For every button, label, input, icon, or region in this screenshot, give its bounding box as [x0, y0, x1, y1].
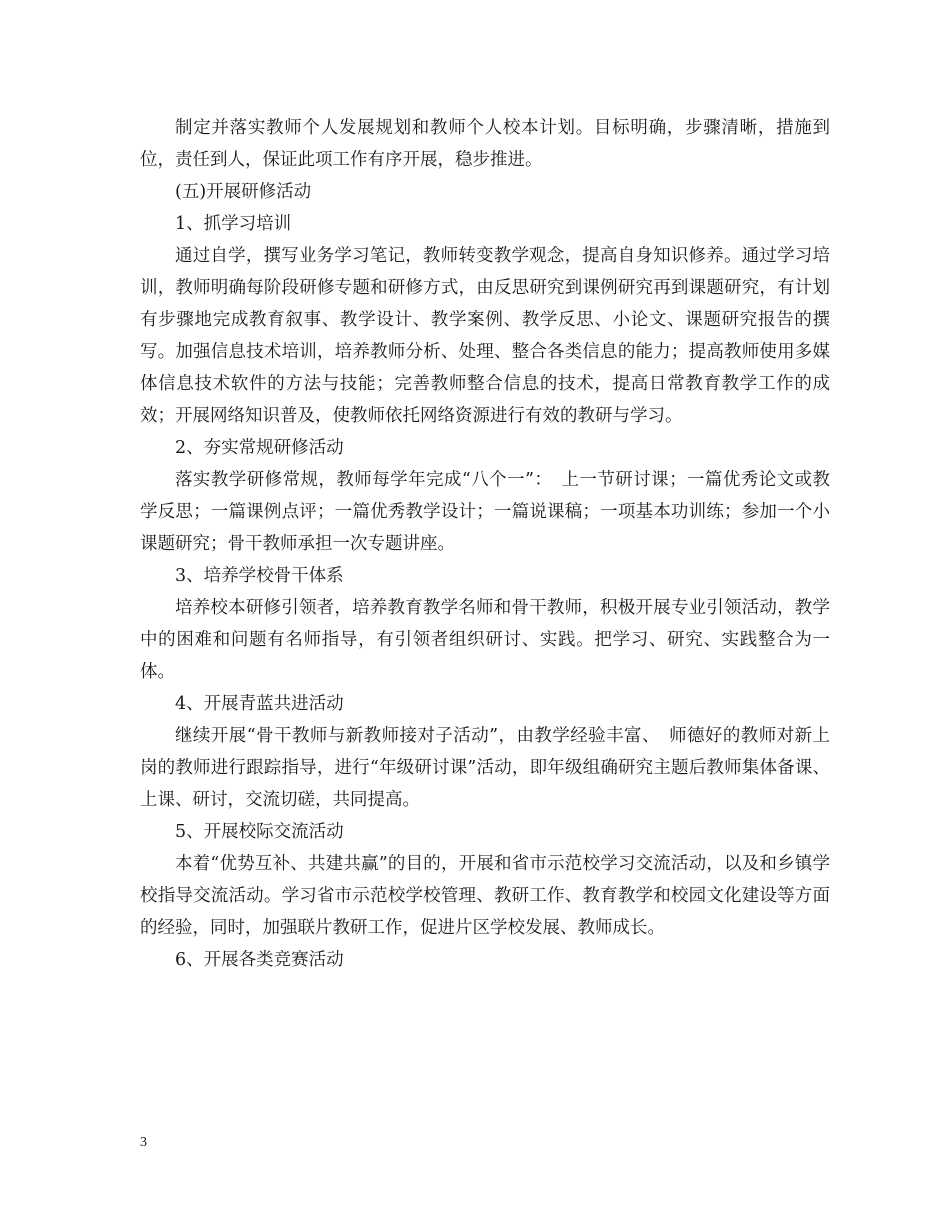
- subheading-competitions: 6、开展各类竞赛活动: [175, 950, 344, 970]
- subheading-mentoring: 4、开展青蓝共进活动: [175, 694, 344, 714]
- subheading-inter-school-exchange: 5、开展校际交流活动: [175, 822, 344, 842]
- paragraph-routine-research: 落实教学研修常规，教师每学年完成“八个一”： 上一节研讨课；一篇优秀论文或教学反思；一篇课例点评；一篇优秀教学设计；一篇说课稿；一项基本功训练；参加一个小课题研究；骨干教师承担一次专题讲座。: [140, 470, 830, 554]
- subheading-routine-research: 2、夯实常规研修活动: [175, 438, 344, 458]
- paragraph-study-training: 通过自学，撰写业务学习笔记，教师转变教学观念，提高自身知识修养。通过学习培训，教师明确每阶段研修专题和研修方式，由反思研究到课例研究再到课题研究，有计划有步骤地完成教育叙事、教学设计、教学案例、教学反思、小论文、课题研究报告的撰写。加强信息技术培训，培养教师分析、处理、整合各类信息的能力；提高教师使用多媒体信息技术软件的方法与技能；完善教师整合信息的技术，提高日常教育教学工作的成效；开展网络知识普及，使教师依托网络资源进行有效的教研与学习。: [140, 246, 830, 426]
- subheading-backbone-system: 3、培养学校骨干体系: [175, 566, 344, 586]
- paragraph-mentoring: 继续开展“骨干教师与新教师接对子活动”，由教学经验丰富、 师德好的教师对新上岗的教师进行跟踪指导，进行“年级研讨课”活动，即年级组确研究主题后教师集体备课、上课、研讨，交流切磋，共同提高。: [140, 726, 830, 810]
- subheading-study-training: 1、抓学习培训: [175, 214, 292, 234]
- paragraph-backbone-system: 培养校本研修引领者，培养教育教学名师和骨干教师，积极开展专业引领活动，教学中的困难和问题有名师指导，有引领者组织研讨、实践。把学习、研究、实践整合为一体。: [140, 598, 830, 682]
- paragraph-inter-school-exchange: 本着“优势互补、共建共赢”的目的，开展和省市示范校学习交流活动，以及和乡镇学校指导交流活动。学习省市示范校学校管理、教研工作、教育教学和校园文化建设等方面的经验，同时，加强联片教研工作，促进片区学校发展、教师成长。: [140, 854, 830, 938]
- paragraph-plan: 制定并落实教师个人发展规划和教师个人校本计划。目标明确，步骤清晰，措施到位，责任到人，保证此项工作有序开展，稳步推进。: [140, 118, 830, 170]
- section-heading-research-activities: (五)开展研修活动: [175, 182, 312, 202]
- page-number: 3: [140, 1135, 147, 1150]
- document-body: [140, 112, 830, 976]
